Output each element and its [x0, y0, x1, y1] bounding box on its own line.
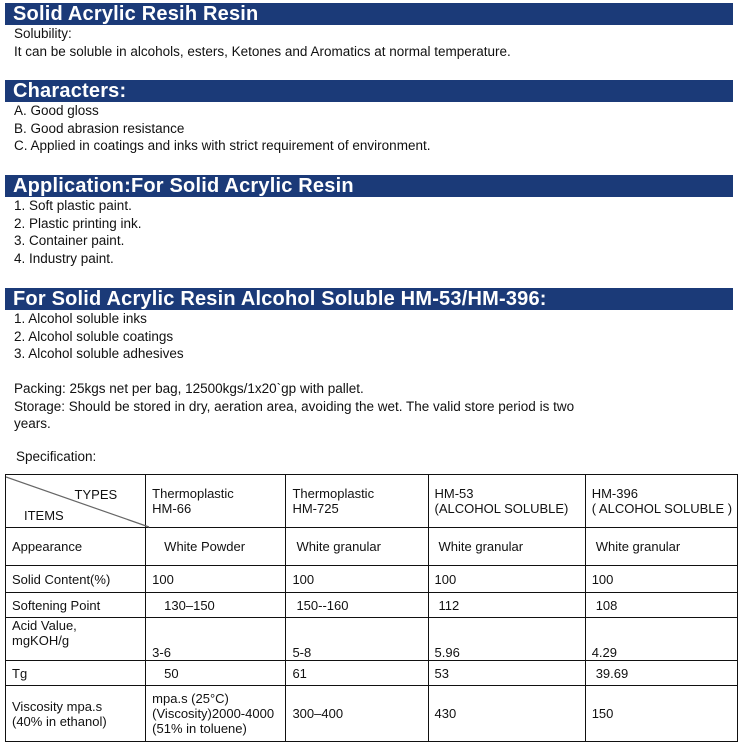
- label-line: Acid Value,: [12, 618, 77, 633]
- table-cell: [585, 661, 737, 686]
- header-line: Thermoplastic: [152, 486, 234, 501]
- packing-storage: [14, 380, 574, 433]
- cell-value: 130–150: [164, 597, 215, 613]
- cell-value: 50: [164, 665, 179, 681]
- packing-text: Packing: 25kgs net per bag, 12500kgs/1x20`gp with pallet.: [14, 381, 364, 396]
- text-line: 3. Alcohol soluble adhesives: [14, 346, 184, 361]
- types-label: TYPES: [74, 487, 118, 502]
- label-line: Tg: [12, 665, 28, 681]
- cell-line: (51% in toluene): [152, 721, 247, 736]
- table-cell: [428, 618, 585, 661]
- table-cell: [146, 566, 286, 593]
- table-cell: [428, 686, 585, 742]
- column-header: [428, 475, 585, 528]
- cell-value: 61: [292, 665, 307, 681]
- table-row: [6, 661, 738, 686]
- table-row: [6, 566, 738, 593]
- section-body: [14, 102, 430, 155]
- cell-value: White Powder: [164, 539, 246, 554]
- table-cell: [286, 593, 428, 618]
- text-line: 4. Industry paint.: [14, 250, 114, 266]
- cell-value: 108: [595, 597, 618, 613]
- label-line: Softening Point: [12, 597, 101, 613]
- table-cell: [146, 686, 286, 742]
- row-label: [6, 593, 146, 618]
- table-cell: [585, 528, 737, 566]
- cell-value: 100: [591, 571, 614, 587]
- section-heading: For Solid Acrylic Resin Alcohol Soluble HM-53/HM-396:: [5, 288, 733, 310]
- cell-value: White granular: [438, 539, 524, 554]
- specification-label: Specification:: [16, 449, 97, 464]
- table-row: [6, 686, 738, 742]
- row-label: [6, 528, 146, 566]
- table-header-row: [6, 475, 738, 528]
- table-cell: [286, 528, 428, 566]
- row-label: [6, 566, 146, 593]
- cell-value: 150: [591, 706, 614, 721]
- cell-value: 100: [434, 571, 457, 587]
- cell-value: 5.96: [434, 645, 460, 660]
- label-line: mgKOH/g: [12, 633, 70, 648]
- table-cell: [428, 593, 585, 618]
- header-line: HM-53: [434, 486, 474, 501]
- table-cell: [286, 661, 428, 686]
- text-line: Solubility:: [14, 26, 72, 41]
- table-cell: [146, 593, 286, 618]
- text-line: 1. Soft plastic paint.: [14, 198, 132, 213]
- cell-value: 150--160: [296, 597, 349, 613]
- cell-value: White granular: [595, 539, 681, 554]
- cell-value: 5-8: [292, 645, 312, 660]
- table-cell: [585, 618, 737, 661]
- section-body: [14, 25, 511, 60]
- row-label: [6, 618, 146, 661]
- cell-value: 300–400: [292, 706, 344, 721]
- cell-value: White granular: [296, 539, 381, 554]
- specification-table: [5, 474, 738, 742]
- table-cell: [286, 686, 428, 742]
- table-cell: [286, 618, 428, 661]
- text-line: 3. Container paint.: [14, 233, 125, 248]
- header-line: ( ALCOHOL SOLUBLE ): [591, 501, 733, 516]
- text-line: C. Applied in coatings and inks with strict requirement of environment.: [14, 138, 431, 153]
- cell-line: mpa.s (25°C): [152, 691, 229, 706]
- cell-value: 430: [434, 706, 457, 721]
- cell-line: (Viscosity)2000-4000: [152, 706, 275, 721]
- header-line: HM-396: [591, 486, 638, 501]
- cell-value: 100: [292, 571, 315, 587]
- label-line: Appearance: [12, 539, 83, 554]
- cell-value: 3-6: [152, 645, 171, 660]
- items-label: ITEMS: [24, 508, 64, 523]
- section-body: [14, 310, 184, 363]
- row-label: [6, 686, 146, 742]
- text-line: 2. Alcohol soluble coatings: [14, 328, 174, 344]
- header-line: HM-66: [152, 501, 192, 516]
- table-row: [6, 528, 738, 566]
- table-cell: [286, 566, 428, 593]
- header-line: HM-725: [292, 501, 339, 516]
- types-items-header: [6, 475, 146, 528]
- table-cell: [585, 566, 737, 593]
- column-header: [146, 475, 286, 528]
- table-row: [6, 618, 738, 661]
- cell-value: 39.69: [595, 665, 629, 681]
- table-row: [6, 593, 738, 618]
- text-line: B. Good abrasion resistance: [14, 120, 185, 136]
- section-body: [14, 197, 142, 267]
- storage-text: Storage: Should be stored in dry, aeration area, avoiding the wet. The valid store period is two: [14, 398, 575, 414]
- cell-value: 53: [434, 665, 449, 681]
- row-label: [6, 661, 146, 686]
- section-heading: Characters:: [5, 80, 733, 102]
- text-line: 2. Plastic printing ink.: [14, 215, 142, 231]
- table-cell: [428, 566, 585, 593]
- text-line: A. Good gloss: [14, 103, 99, 118]
- text-line: 1. Alcohol soluble inks: [14, 311, 147, 326]
- header-line: Thermoplastic: [292, 486, 375, 501]
- table-cell: [585, 593, 737, 618]
- cell-value: 112: [438, 597, 460, 613]
- table-cell: [428, 528, 585, 566]
- label-line: Viscosity mpa.s: [12, 698, 103, 714]
- table-cell: [585, 686, 737, 742]
- section-heading: Application:For Solid Acrylic Resin: [5, 175, 733, 197]
- cell-value: 4.29: [591, 645, 618, 660]
- header-line: (ALCOHOL SOLUBLE): [434, 501, 569, 516]
- table-cell: [146, 661, 286, 686]
- table-cell: [146, 618, 286, 661]
- column-header: [286, 475, 428, 528]
- section-heading: Solid Acrylic Resih Resin: [5, 3, 733, 25]
- storage-text: years.: [14, 416, 51, 431]
- table-cell: [146, 528, 286, 566]
- column-header: [585, 475, 737, 528]
- label-line: Solid Content(%): [12, 571, 111, 587]
- cell-value: 100: [152, 571, 174, 587]
- text-line: It can be soluble in alcohols, esters, Ketones and Aromatics at normal temperature.: [14, 43, 511, 59]
- label-line: (40% in ethanol): [12, 713, 107, 729]
- table-cell: [428, 661, 585, 686]
